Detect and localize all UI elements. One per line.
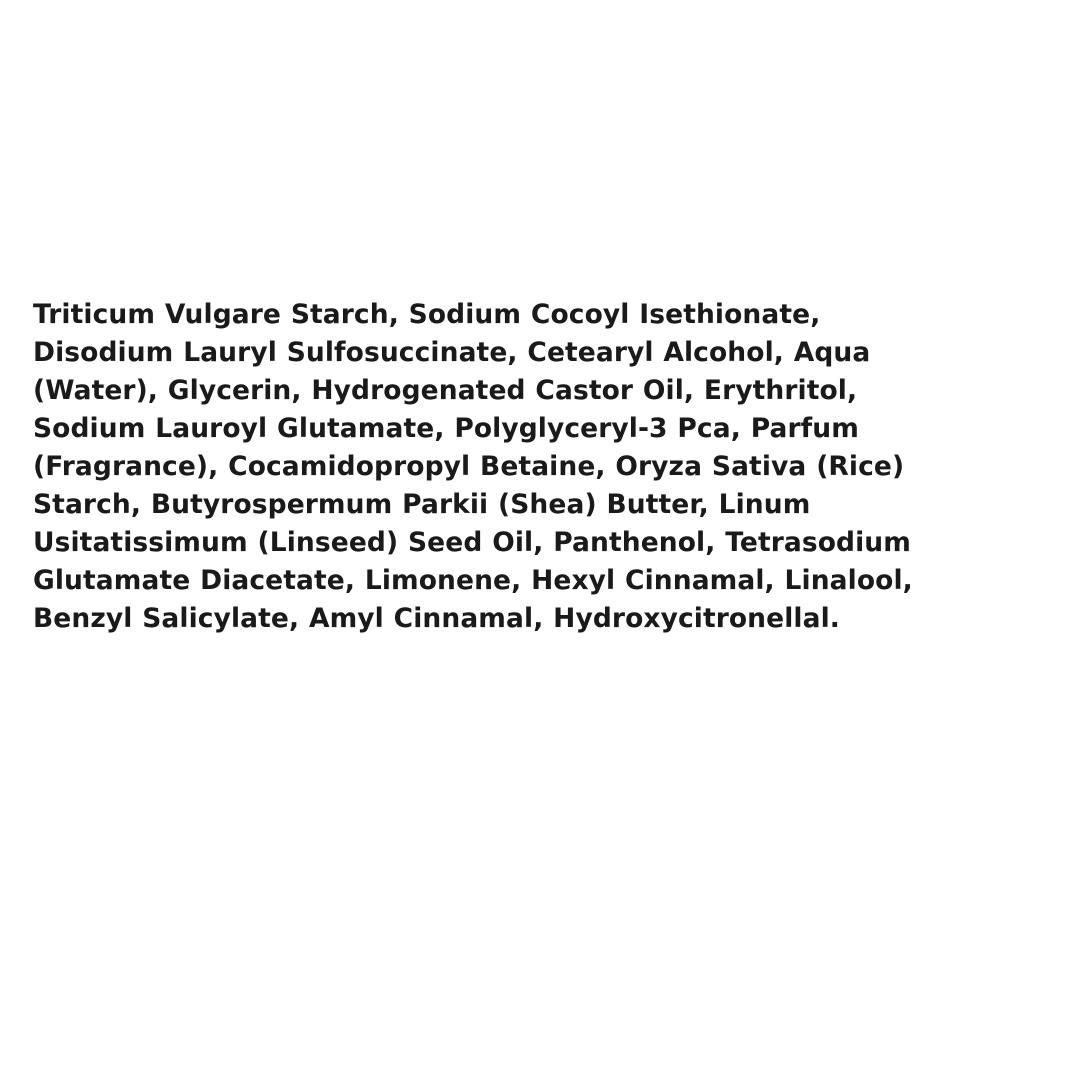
ingredients-block [33, 296, 963, 638]
ingredients-paragraph: Triticum Vulgare Starch, Sodium Cocoyl Isethionate, Disodium Lauryl Sulfosuccinate, Cetearyl Alcohol, Aqua (Water), Glycerin, Hydrogenated Castor Oil, Erythritol, Sodium Lauroyl Glutamate, Polyglyceryl-3 Pca, Parfum (Fragrance), Cocamidopropyl Betaine, Oryza Sativa (Rice) Starch, Butyrospermum Parkii (Shea) Butter, Linum Usitatissimum (Linseed) Seed Oil, Panthenol, Tetrasodium Glutamate Diacetate, Limonene, Hexyl Cinnamal, Linalool, Benzyl Salicylate, Amyl Cinnamal, Hydroxycitronellal. [33, 299, 913, 634]
